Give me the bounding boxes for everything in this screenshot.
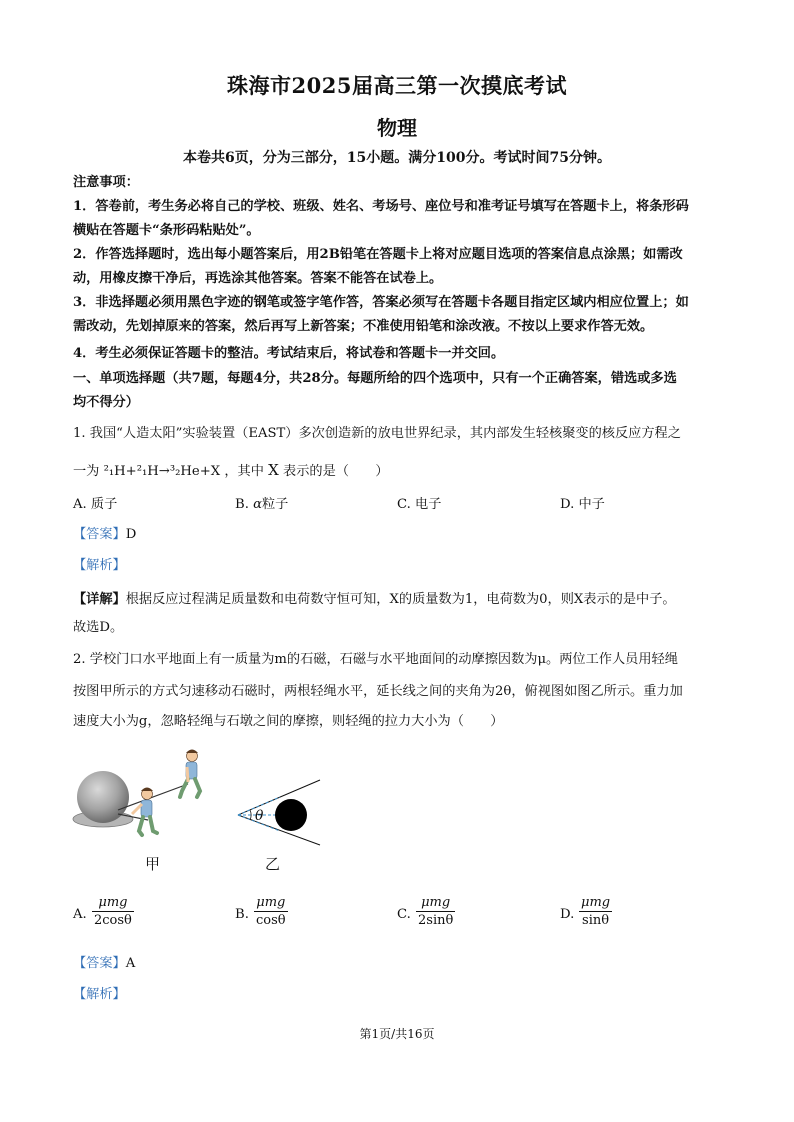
q1-option-b	[235, 493, 288, 517]
note-1a: 1．答卷前，考生务必将自己的学校、班级、姓名、考场号、座位号和准考证号填写在答题卡上，将条形码	[73, 199, 689, 214]
q1-detail	[73, 588, 723, 612]
note-3a: 3．非选择题必须用黑色字迹的钢笔或签字笔作答，答案必须写在答题卡各题目指定区域内相应位置上；如	[73, 295, 689, 310]
q2-option-c-letter: C.	[397, 907, 411, 922]
q1-stem-suffix: ，其中	[224, 464, 264, 479]
q2-option-b-num: μmg	[256, 895, 286, 910]
q2-option-d	[579, 895, 612, 928]
exam-summary: 本卷共6页，分为三部分，15小题。满分100分。考试时间75分钟。	[183, 150, 611, 166]
exam-subject: 物理	[377, 116, 417, 140]
q1-answer-value: D	[125, 527, 137, 542]
q1-detail-end: 故选D。	[73, 620, 124, 635]
q2-option-c	[416, 895, 455, 928]
q2-answer-value: A	[125, 956, 136, 971]
q1-stem-b	[73, 458, 723, 484]
note-2b: 动，用橡皮擦干净后，再选涂其他答案。答案不能答在试卷上。	[73, 271, 443, 286]
q1-answer	[73, 523, 723, 547]
q2-option-a-num: μmg	[98, 895, 128, 910]
q2-option-c-den: 2sinθ	[418, 913, 454, 928]
q1-var-x: X	[268, 461, 279, 479]
q2-option-b	[254, 895, 288, 928]
note-3b: 需改动，先划掉原来的答案，然后再写上新答案；不准使用铅笔和涂改液。不按以上要求作答无效。	[73, 319, 654, 334]
fraction-bar	[254, 911, 288, 912]
q2-figure-a	[70, 742, 220, 852]
q1-stem-a: 1. 我国“人造太阳”实验装置（EAST）多次创造新的放电世界纪录，其内部发生轻核聚变的核反应方程之	[73, 426, 681, 441]
q2-stem-b: 按图甲所示的方式匀速移动石磁时，两根轻绳水平，延长线之间的夹角为2θ，俯视图如图乙所示。重力加	[73, 684, 683, 699]
q2-option-d-den: sinθ	[582, 913, 610, 928]
q2-option-d-num: μmg	[581, 895, 611, 910]
worker-back-icon	[180, 750, 200, 798]
q1-stem-prefix: 一为	[73, 464, 100, 479]
q2-option-a	[92, 895, 134, 928]
notes-heading: 注意事项：	[73, 175, 139, 190]
q2-option-d-letter: D.	[560, 907, 575, 922]
q2-option-b-den: cosθ	[256, 913, 286, 928]
q1-answer-tag: 【答案】	[73, 527, 126, 542]
fraction-bar	[579, 911, 612, 912]
page-number: 第1页/共16页	[359, 1027, 435, 1041]
q2-figure-b-label: 乙	[265, 855, 281, 873]
angle-theta: θ	[255, 808, 264, 824]
q1-detail-text: 根据反应过程满足质量数和电荷数守恒可知，X的质量数为1，电荷数为0，则X表示的是中子。	[125, 592, 676, 607]
q2-figure-b	[228, 775, 328, 850]
q1-option-a: A. 质子	[73, 497, 118, 512]
q1-stem-end: 表示的是（ ）	[283, 464, 389, 479]
fraction-bar	[92, 911, 134, 912]
q2-option-c-num: μmg	[421, 895, 451, 910]
q2-option-b-letter: B.	[235, 907, 249, 922]
q1-option-c: C. 电子	[397, 497, 442, 512]
q1-equation: ²₁H+²₁H→³₂He+X	[103, 464, 221, 479]
worker-front-icon	[132, 788, 157, 836]
q1-option-b-letter: B.	[235, 497, 254, 512]
note-1b: 横贴在答题卡“条形码粘贴处”。	[73, 223, 260, 238]
q1-option-b-alpha: α	[253, 497, 262, 512]
q1-option-d: D. 中子	[560, 497, 605, 512]
q1-option-b-text: 粒子	[261, 497, 289, 512]
section1-heading-a: 一、单项选择题（共7题，每题4分，共28分。每题所给的四个选项中，只有一个正确答案，错选或多选	[73, 371, 677, 386]
note-4: 4．考生必须保证答题卡的整洁。考试结束后，将试卷和答题卡一并交回。	[73, 346, 505, 361]
q2-option-a-den: 2cosθ	[94, 913, 132, 928]
q2-analysis-tag: 【解析】	[73, 987, 126, 1002]
q2-option-a-letter: A.	[73, 907, 87, 922]
q2-answer-tag: 【答案】	[73, 956, 126, 971]
stone-topview-icon	[275, 799, 307, 831]
fraction-bar	[416, 911, 455, 912]
q1-detail-tag: 【详解】	[73, 592, 126, 607]
q2-stem-a: 2. 学校门口水平地面上有一质量为m的石磁，石磁与水平地面间的动摩擦因数为μ。两位工作人员用轻绳	[73, 652, 678, 667]
q2-figure-a-label: 甲	[145, 855, 161, 873]
q2-answer	[73, 952, 723, 976]
q2-stem-c: 速度大小为g，忽略轻绳与石墩之间的摩擦，则轻绳的拉力大小为（ ）	[73, 714, 504, 729]
section1-heading-b: 均不得分）	[73, 395, 139, 410]
note-2a: 2．作答选择题时，选出每小题答案后，用2B铅笔在答题卡上将对应题目选项的答案信息点涂黑；如需改	[73, 247, 683, 262]
q1-analysis-tag: 【解析】	[73, 558, 126, 573]
exam-title: 珠海市2025届高三第一次摸底考试	[227, 73, 567, 98]
